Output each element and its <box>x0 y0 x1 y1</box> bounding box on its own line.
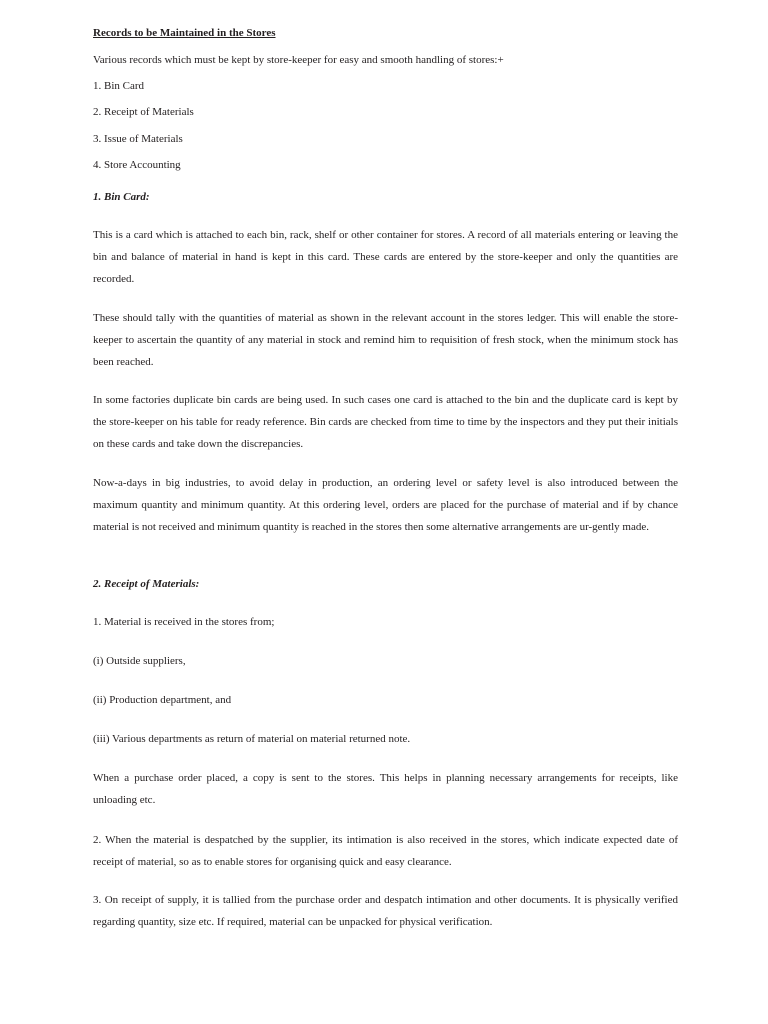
receipt-paragraph-2: 2. When the material is despatched by the supplier, its intimation is also received in the stores, which indicate expected date of receipt of material, so as to enable stores for organising quick and easy clearance. <box>93 834 678 868</box>
receipt-paragraph-1: When a purchase order placed, a copy is sent to the stores. This helps in planning necessary arrangements for receipts, like unloading etc. <box>93 772 678 806</box>
bin-card-paragraph-2: These should tally with the quantities of material as shown in the relevant account in the stores ledger. This will enable the store-keeper to ascertain the quantity of any material in stock and remind him to requisition of fresh stock, when the minimum stock has been reached. <box>93 312 678 368</box>
receipt-line-3: (ii) Production department, and <box>93 694 232 706</box>
list-item-bin-card: 1. Bin Card <box>93 80 145 92</box>
bin-card-paragraph-1: This is a card which is attached to each bin, rack, shelf or other container for stores. A record of all materials entering or leaving the bin and balance of material in hand is kept in this card. These cards are entered by the store-keeper and only the quantities are recorded. <box>93 229 678 285</box>
page-title: Records to be Maintained in the Stores <box>93 27 276 39</box>
intro-text: Various records which must be kept by store-keeper for easy and smooth handling of stores:+ <box>93 54 504 66</box>
receipt-line-2: (i) Outside suppliers, <box>93 655 186 667</box>
receipt-paragraph-3: 3. On receipt of supply, it is tallied from the purchase order and despatch intimation and other documents. It is physically verified regarding quantity, size etc. If required, material can be unpacked for physical verification. <box>93 894 678 928</box>
receipt-line-1: 1. Material is received in the stores from; <box>93 616 275 628</box>
list-item-issue: 3. Issue of Materials <box>93 133 183 145</box>
section-heading-bin-card: 1. Bin Card: <box>93 191 150 203</box>
bin-card-paragraph-3: In some factories duplicate bin cards are being used. In such cases one card is attached to the bin and the duplicate card is kept by the store-keeper on his table for ready reference. Bin cards are checked from time to time by the inspectors and they put their initials on these cards and take down the discrepancies. <box>93 394 678 450</box>
list-item-receipt: 2. Receipt of Materials <box>93 106 194 118</box>
list-item-accounting: 4. Store Accounting <box>93 159 181 171</box>
section-heading-receipt: 2. Receipt of Materials: <box>93 578 200 590</box>
receipt-line-4: (iii) Various departments as return of material on material returned note. <box>93 733 411 745</box>
bin-card-paragraph-4: Now-a-days in big industries, to avoid delay in production, an ordering level or safety level is also introduced between the maximum quantity and minimum quantity. At this ordering level, orders are placed for the purchase of material and if by chance material is not received and minimum quantity is reached in the stores then some alternative arrangements are ur-gently made. <box>93 477 678 533</box>
